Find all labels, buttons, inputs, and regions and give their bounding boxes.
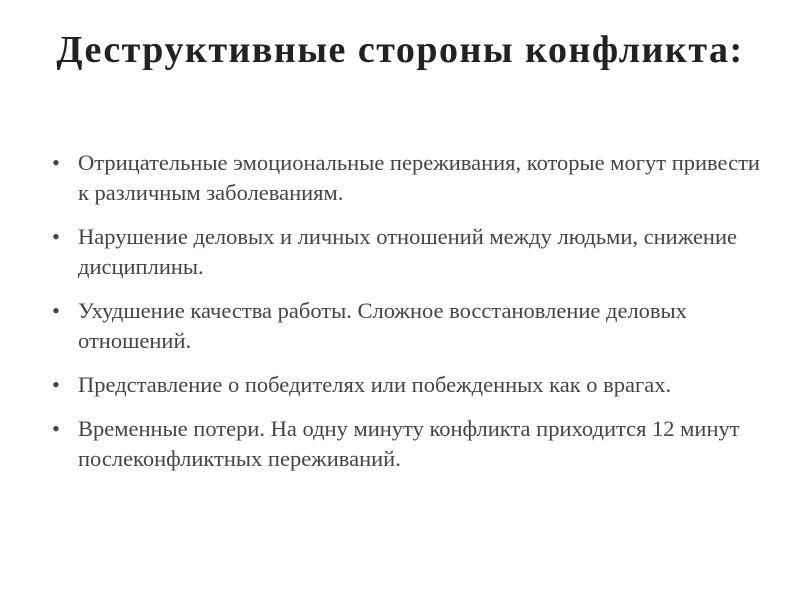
bullet-text: Представление о победителях или побежденных как о врагах.: [78, 372, 672, 397]
bullet-icon: •: [52, 416, 60, 441]
list-item: [40, 370, 760, 400]
list-item: [40, 222, 760, 282]
bullet-list: [40, 148, 760, 488]
list-item: [40, 296, 760, 356]
bullet-text: Временные потери. На одну минуту конфликта приходится 12 минут послеконфликтных переживаний.: [78, 416, 740, 471]
bullet-icon: •: [52, 298, 60, 323]
bullet-icon: •: [52, 224, 60, 249]
bullet-text: Ухудшение качества работы. Сложное восстановление деловых отношений.: [78, 298, 687, 353]
slide-title: Деструктивные стороны конфликта:: [56, 29, 744, 71]
bullet-icon: •: [52, 372, 60, 397]
bullet-text: Отрицательные эмоциональные переживания, которые могут привести к различным заболеваниям.: [78, 150, 760, 205]
list-item: [40, 148, 760, 208]
bullet-icon: •: [52, 150, 60, 175]
list-item: [40, 414, 760, 474]
bullet-text: Нарушение деловых и личных отношений между людьми, снижение дисциплины.: [78, 224, 737, 279]
